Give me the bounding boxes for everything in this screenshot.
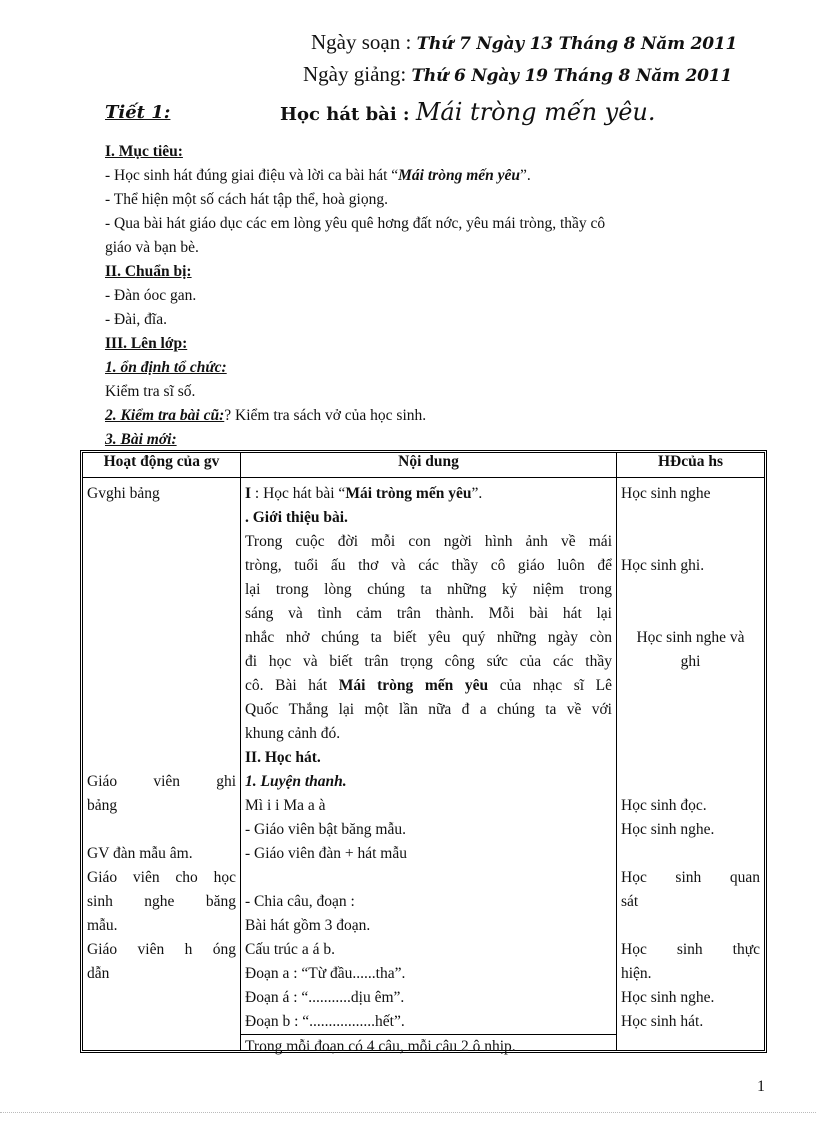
hs-line: Học sinh đọc. — [621, 797, 707, 814]
warmup-heading: 1. Luyện thanh. — [245, 773, 347, 790]
page-footer-divider — [0, 1112, 816, 1113]
content-line: - Giáo viên đàn + hát mẫu — [245, 845, 407, 862]
gv-line: sinh nghe băng — [87, 893, 236, 910]
content-line: Đoạn á : “...........dịu êm”. — [245, 989, 405, 1006]
date-prepared-value: Thứ 7 Ngày 13 Tháng 8 Năm 2011 — [416, 34, 738, 54]
date-taught-value: Thứ 6 Ngày 19 Tháng 8 Năm 2011 — [411, 66, 733, 86]
intro-line: nhắc nhở chúng ta biết yêu quý những ngày còn — [245, 629, 612, 646]
hs-line: ghi — [680, 653, 701, 670]
content-line: Bài hát gồm 3 đoạn. — [245, 917, 371, 934]
intro-heading: . Giới thiệu bài. — [245, 509, 348, 526]
preparation-item-2: - Đài, đĩa. — [105, 311, 167, 328]
intro-line — [245, 674, 612, 698]
date-taught — [303, 62, 732, 87]
intro-line: đi học và biết trân trọng công sức của các thầy — [245, 653, 612, 670]
lesson-table — [82, 452, 765, 1055]
content-line: Trong mỗi đoạn có 4 câu, mỗi câu 2 ô nhịp. — [241, 1034, 616, 1059]
content-cell — [241, 478, 617, 1055]
date-prepared-label: Ngày soạn : — [311, 30, 412, 54]
gv-line: dẫn — [87, 965, 110, 982]
section-end: ”. — [471, 485, 483, 502]
date-taught-label: Ngày giảng: — [303, 62, 407, 86]
preparation-heading: II. Chuẩn bị: — [105, 263, 192, 280]
lesson-title — [280, 98, 656, 126]
objective-1-text: - Học sinh hát đúng giai điệu và lời ca bài hát “ — [105, 167, 399, 184]
step-2-text: ? Kiểm tra sách vở của học sinh. — [224, 407, 427, 424]
lesson-number: Tiết 1: — [105, 102, 171, 123]
step-3-heading: 3. Bài mới: — [105, 431, 177, 448]
section-song: Mái tròng mến yêu — [345, 485, 472, 502]
lesson-song-name: Mái tròng mến yêu. — [415, 98, 656, 126]
content-line: Mì i i Ma a à — [245, 797, 326, 814]
step-1-heading: 1. ổn định tổ chức: — [105, 359, 227, 376]
content-line: - Chia câu, đoạn : — [245, 893, 355, 910]
content-line: Đoạn b : “.................hết”. — [245, 1013, 405, 1030]
intro-line: tròng, tuổi ấu thơ và các thầy cô giáo luôn để — [245, 557, 612, 574]
preparation-item-1: - Đàn óoc gan. — [105, 287, 197, 304]
hs-line: Học sinh nghe — [621, 485, 711, 502]
intro-song: Mái tròng mến yêu — [338, 677, 489, 694]
table-row — [83, 478, 765, 1051]
intro-text: cô. Bài hát — [245, 677, 339, 694]
hs-line: Học sinh ghi. — [621, 557, 705, 574]
intro-text-end: của nhạc sĩ Lê — [488, 677, 612, 694]
intro-line: Trong cuộc đời mỗi con ngời hình ảnh về mái — [245, 533, 612, 550]
learn-song-heading: II. Học hát. — [245, 749, 321, 766]
teacher-activity-cell — [83, 478, 241, 1051]
hs-line: Học sinh nghe. — [621, 821, 715, 838]
intro-line: Quốc Thắng lại một lần nữa đ a chúng ta về với — [245, 701, 612, 718]
step-2-heading: 2. Kiểm tra bài cũ: — [105, 407, 225, 424]
col-teacher-activity: Hoạt động của gv — [83, 453, 241, 478]
intro-line: lại trong lòng chúng ta những kỷ niệm trong — [245, 581, 612, 598]
objective-1 — [105, 164, 531, 188]
gv-line: Gvghi bảng — [87, 485, 160, 502]
hs-line: sát — [621, 893, 639, 910]
content-section-1 — [245, 482, 612, 506]
gv-line: mẫu. — [87, 917, 118, 934]
step-1-text: Kiểm tra sĩ số. — [105, 383, 196, 400]
lesson-title-prefix: Học hát bài : — [280, 104, 410, 125]
col-content: Nội dung — [241, 453, 617, 478]
content-line: Cấu trúc a á b. — [245, 941, 335, 958]
gv-line: Giáo viên h óng — [87, 941, 236, 958]
intro-line: sáng và tình cảm trân thành. Mỗi bài hát lại — [245, 605, 612, 622]
hs-line: Học sinh nghe và — [636, 629, 745, 646]
page-number: 1 — [757, 1078, 765, 1095]
section-number: I — [245, 485, 252, 502]
date-prepared — [311, 30, 737, 55]
gv-line: GV đàn mẫu âm. — [87, 845, 193, 862]
objective-1-end: ”. — [520, 167, 531, 184]
hs-line: hiện. — [621, 965, 652, 982]
objective-1-song: Mái tròng mến yêu — [398, 167, 520, 184]
student-activity-cell — [617, 478, 765, 1051]
intro-line: khung cảnh đó. — [245, 725, 341, 742]
gv-line: bảng — [87, 797, 118, 814]
section-text: : Học hát bài “ — [251, 485, 346, 502]
gv-line: Giáo viên ghi — [87, 773, 236, 790]
table-header-row — [83, 453, 765, 478]
objective-3-line2: giáo và bạn bè. — [105, 239, 199, 256]
hs-line: Học sinh nghe. — [621, 989, 715, 1006]
content-line: Đoạn a : “Từ đầu......tha”. — [245, 965, 406, 982]
hs-line: Học sinh hát. — [621, 1013, 704, 1030]
gv-line: Giáo viên cho học — [87, 869, 236, 886]
objective-3-line1: - Qua bài hát giáo dục các em lòng yêu quê hơng đất nớc, yêu mái tròng, thầy cô — [105, 215, 606, 232]
hs-line: Học sinh quan — [621, 869, 760, 886]
content-line: - Giáo viên bật băng mẫu. — [245, 821, 406, 838]
step-2 — [105, 404, 426, 428]
objective-2: - Thể hiện một số cách hát tập thể, hoà giọng. — [105, 191, 388, 208]
procedure-heading: III. Lên lớp: — [105, 335, 188, 352]
objectives-heading: I. Mục tiêu: — [105, 143, 183, 160]
hs-line: Học sinh thực — [621, 941, 760, 958]
col-student-activity: HĐcủa hs — [617, 453, 765, 478]
